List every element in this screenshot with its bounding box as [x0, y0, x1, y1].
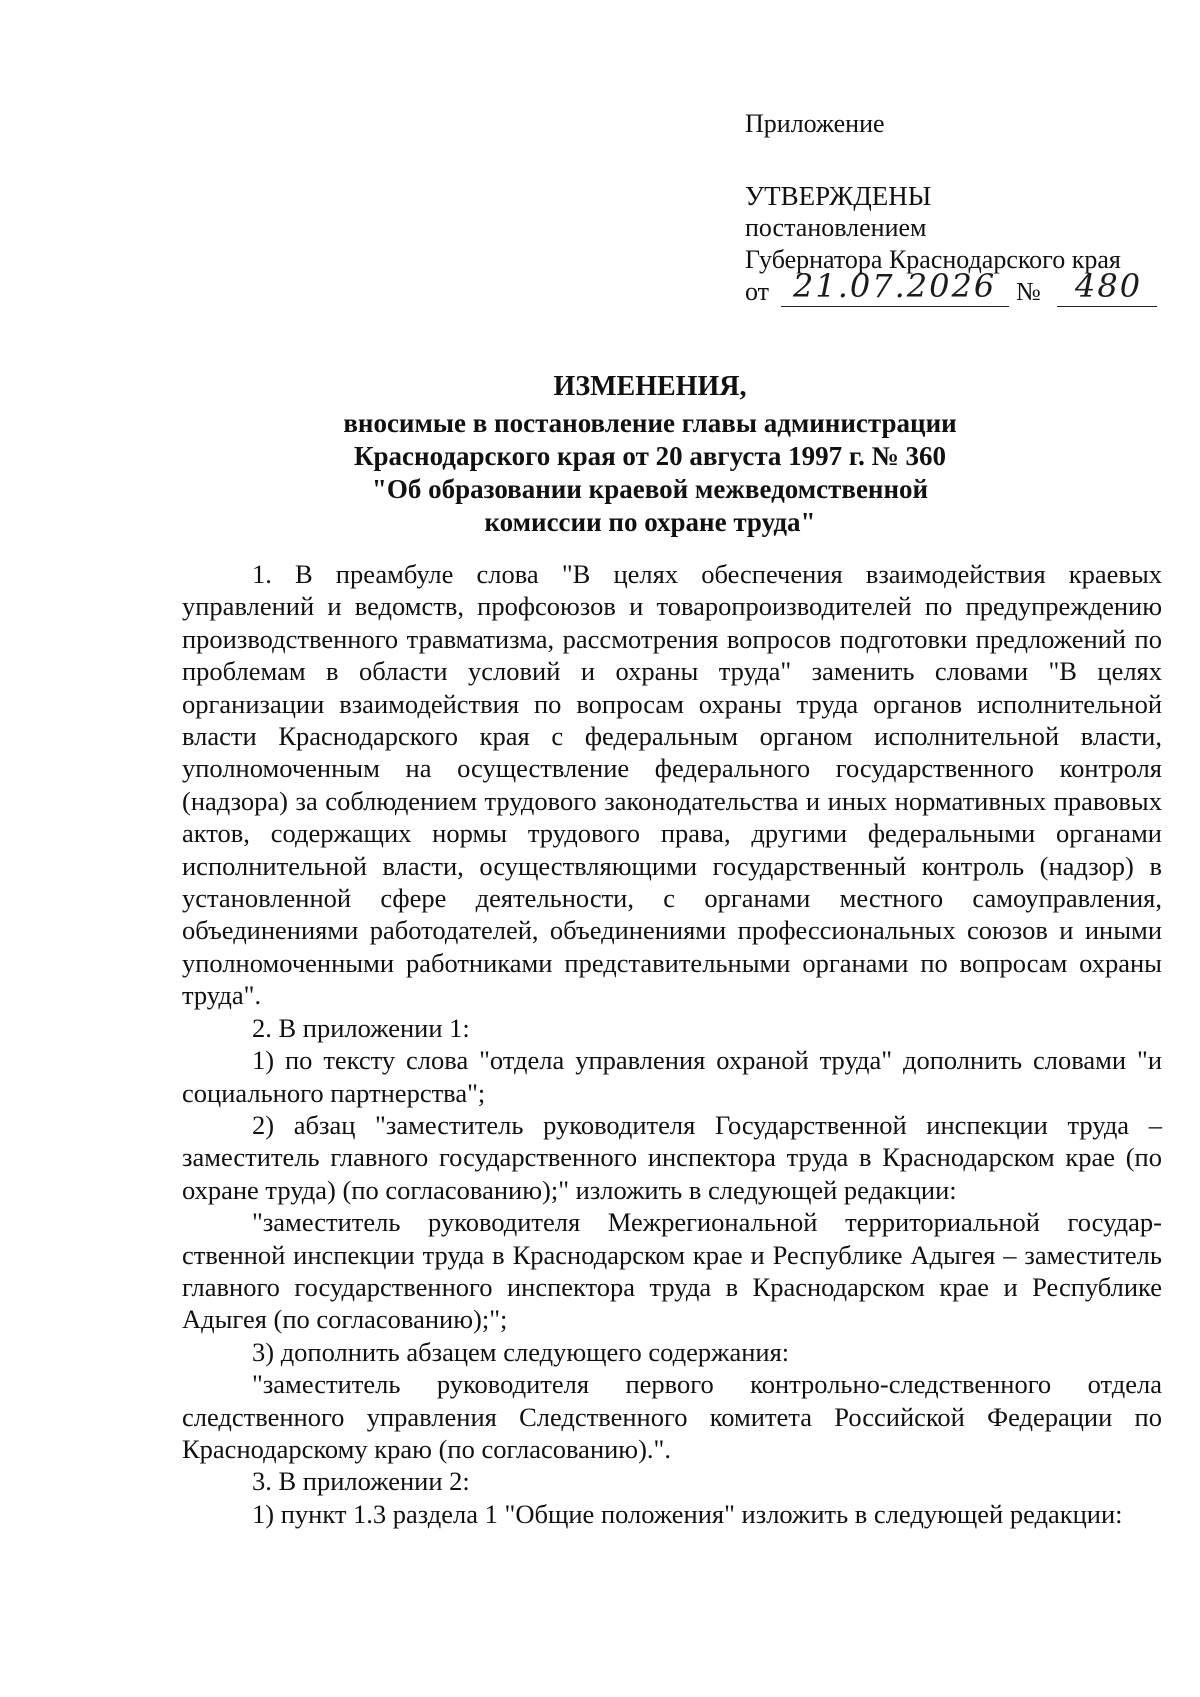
title-line: "Об образовании краевой межведомственной: [371, 474, 929, 504]
approval-line-1: постановлением: [745, 213, 927, 242]
title-line: Краснодарского края от 20 августа 1997 г. № 360: [353, 441, 947, 471]
document-body: [182, 558, 1162, 1530]
paragraph: "заместитель руководителя Межрегиональной территориальной государственной инспекции труда в Краснодарском крае и Республике Адыгея – заместитель главного государственного инспектора труда в Краснодарском крае и Республике Адыгея (по согласованию);";: [182, 1207, 1162, 1335]
paragraph: 1) по тексту слова "отдела управления охраной труда" дополнить словами "и социального партнерства";: [182, 1045, 1162, 1108]
annex-label: Приложение: [745, 109, 885, 138]
approved-label: УТВЕРЖДЕНЫ: [745, 181, 932, 211]
paragraph: 2) абзац "заместитель руководителя Государственной инспекции труда – заместитель главного государственного инспектора труда в Краснодарском крае (по охране труда) (по согласованию);" изложить в следующей редакции:: [182, 1109, 1162, 1205]
paragraph: 3) дополнить абзацем следующего содержания:: [252, 1336, 790, 1367]
handwritten-date: 21.07.2026: [793, 267, 997, 305]
paragraph: 2. В приложении 1:: [252, 1012, 470, 1043]
date-number-row: [745, 267, 1175, 312]
from-label: от: [745, 277, 770, 306]
paragraph: 1) пункт 1.3 раздела 1 "Общие положения" изложить в следующей редакции:: [252, 1498, 1123, 1529]
title-line: вносимые в постановление главы администрации: [343, 408, 957, 438]
paragraph: "заместитель руководителя первого контрольно-следственного отдела следственного управления Следственного комитета Российской Федерации по Краснодарскому краю (по согласованию).".: [182, 1369, 1162, 1464]
document-title: [150, 370, 1150, 539]
handwritten-number: 480: [1075, 267, 1143, 305]
paragraph: 1. В преамбуле слова "В целях обеспечения взаимодействия краевых управлений и ведомств, профсоюзов и товаропроизводителей по предупреждению производственного травматизма, рассмотрения вопросов подготовки предложений по проблемам в области условий и охраны труда" заменить словами "В целях организации взаимодействия по вопросам охраны труда органов исполнительной власти Краснодарского края с федеральным органом исполнительной власти, уполномоченным на осуществление федерального государственного контроля (надзора) за соблюдением трудового законодательства и иных нормативных правовых актов, содержащих нормы трудового права, другими федеральными органами исполнительной власти, осуществляющими государственный контроль (надзор) в установленной сфере деятельности, с органами местного самоуправления, объединениями работодателей, объединениями профессиональных союзов и иными уполномоченными работниками представительными органами по вопросам охраны труда".: [182, 559, 1162, 1011]
number-label: №: [1016, 277, 1041, 306]
paragraph: 3. В приложении 2:: [252, 1466, 470, 1497]
title-line: комиссии по охране труда": [484, 507, 816, 537]
approval-block: [745, 108, 1175, 312]
approval-line-2: Губернатора Краснодарского края: [745, 245, 1121, 274]
title-main: ИЗМЕНЕНИЯ,: [553, 371, 747, 402]
